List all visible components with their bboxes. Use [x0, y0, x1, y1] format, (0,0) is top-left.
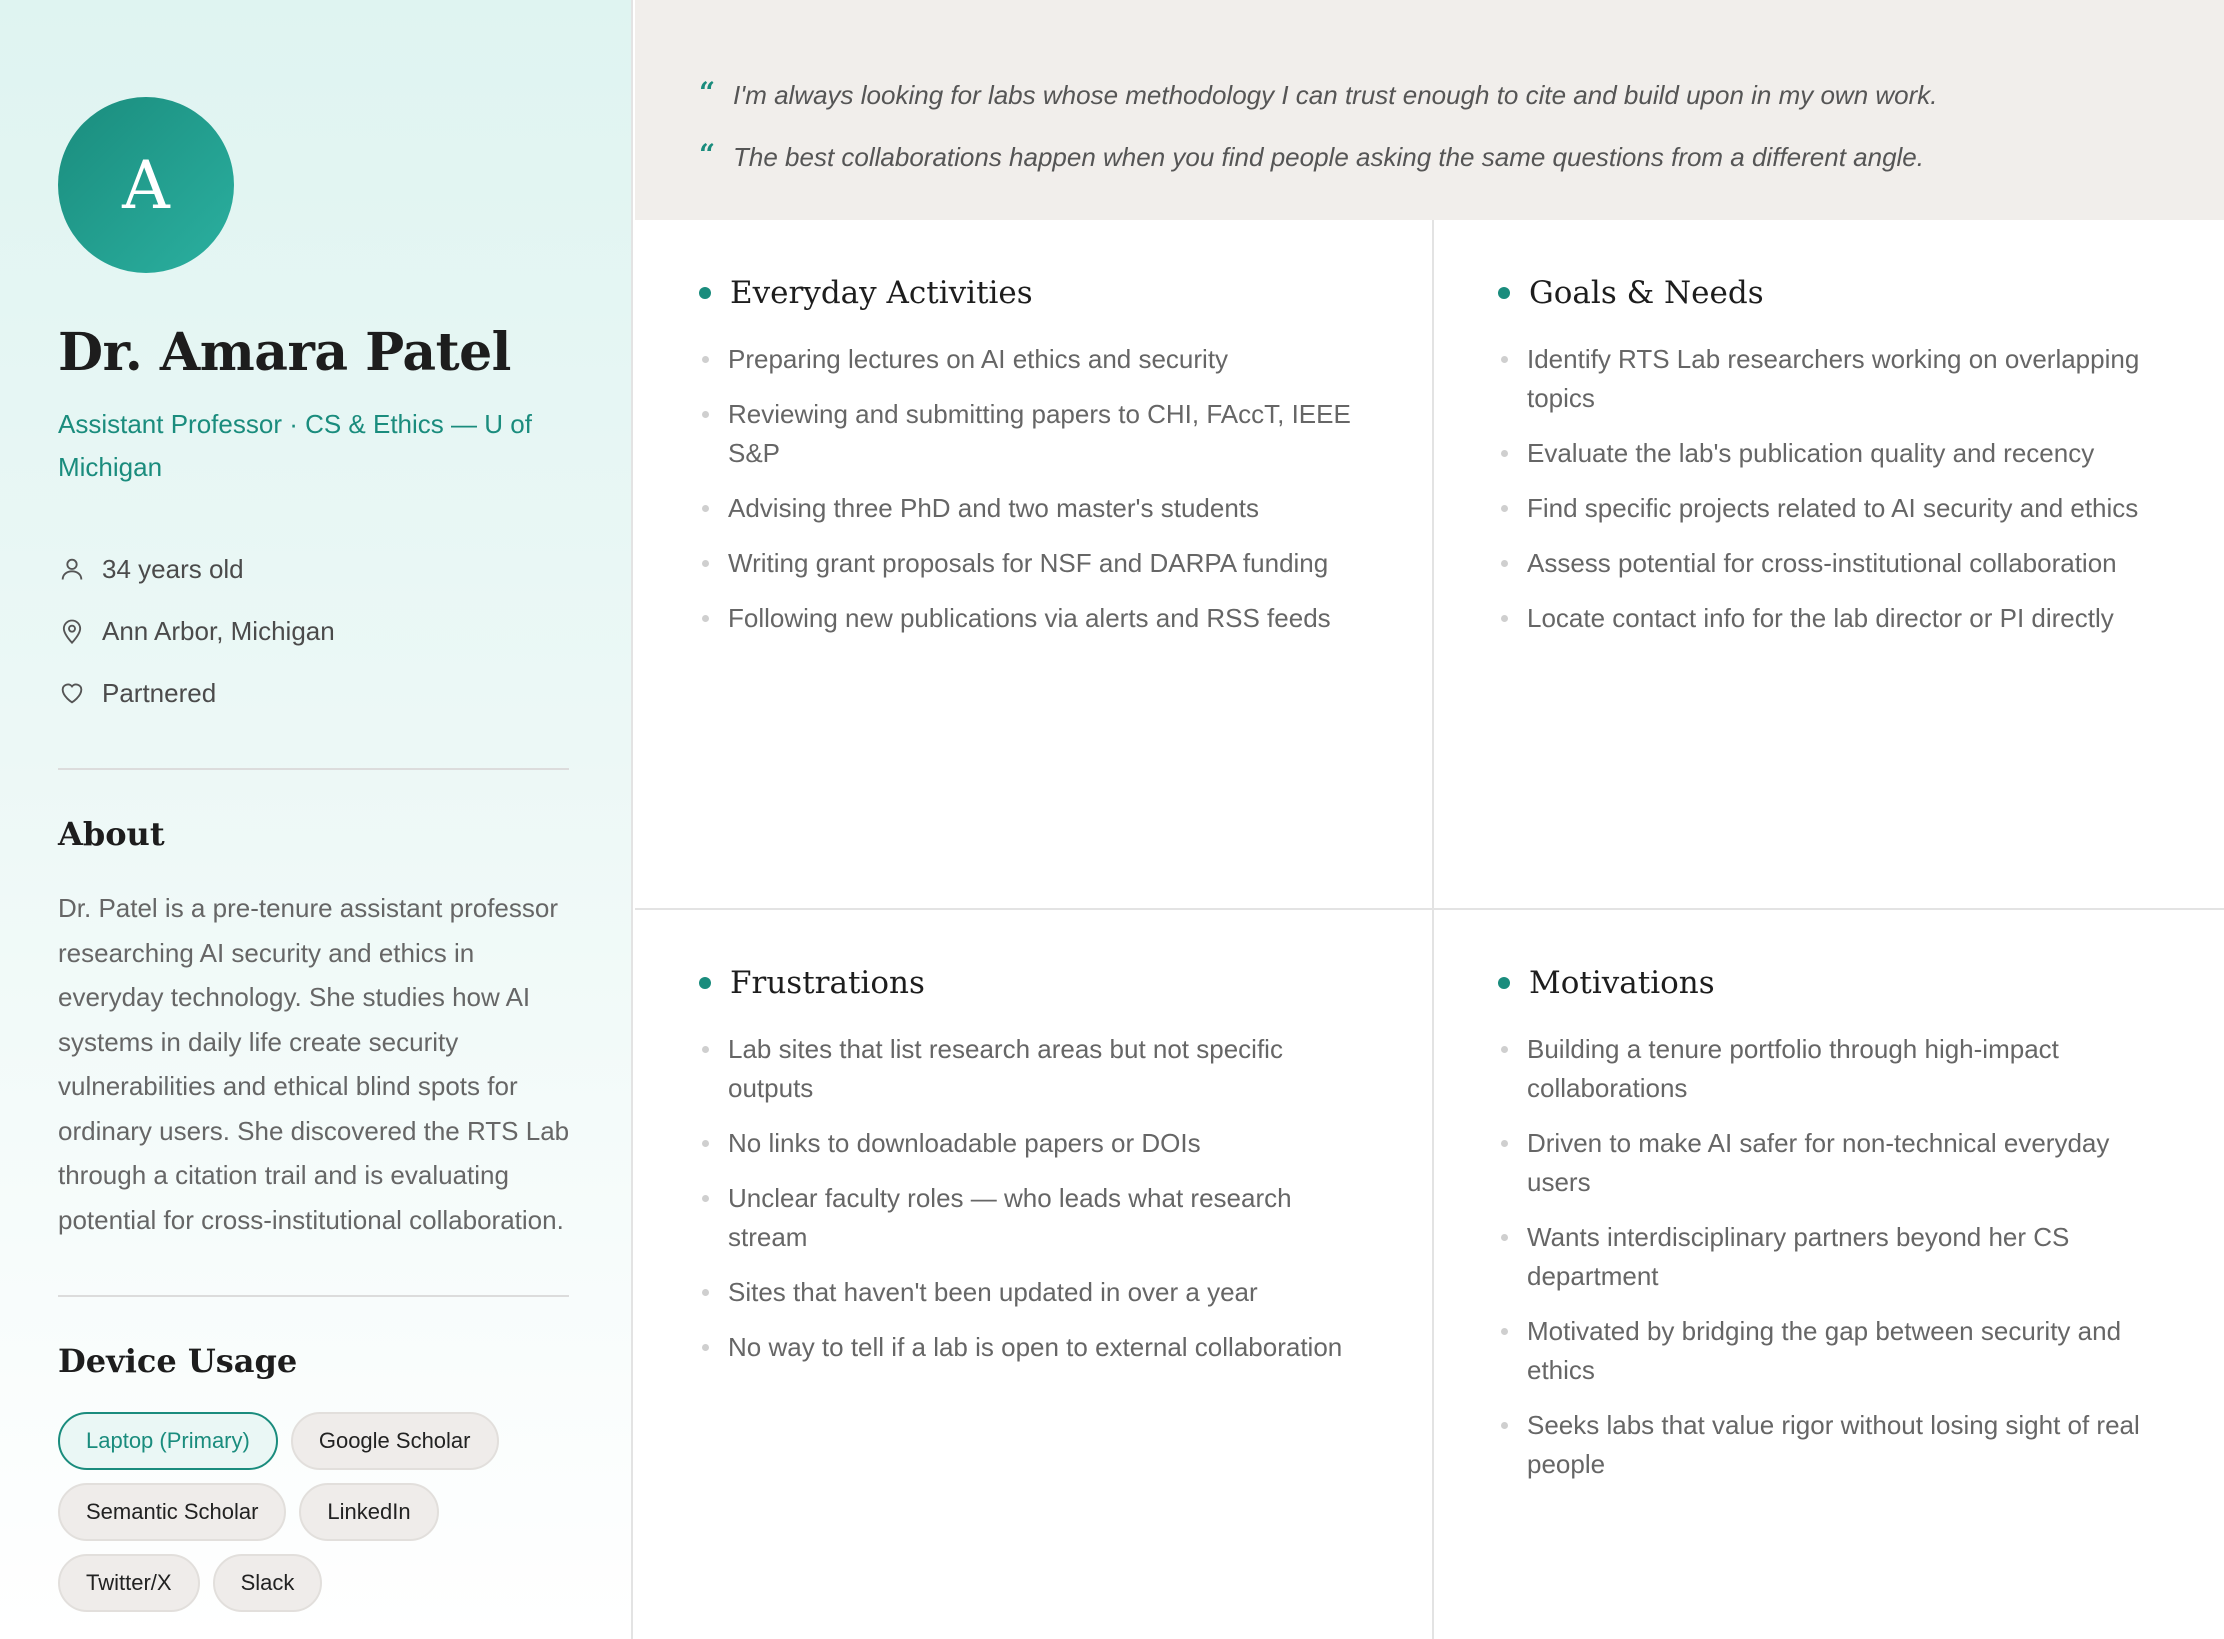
meta-age-text: 34 years old [102, 553, 244, 584]
person-icon [58, 555, 86, 583]
quote-text: I'm always looking for labs whose methodology I can trust enough to cite and build upon in my own work. [733, 79, 1938, 110]
section-title-text: Everyday Activities [730, 275, 1033, 311]
list-item: No way to tell if a lab is open to external collaboration [699, 1328, 1359, 1367]
section-title [1498, 270, 2167, 316]
list-item: Lab sites that list research areas but not specific outputs [699, 1030, 1359, 1108]
list-item: Reviewing and submitting papers to CHI, FAccT, IEEE S&P [699, 395, 1359, 473]
list-item: No links to downloadable papers or DOIs [699, 1124, 1359, 1163]
list-item: Wants interdisciplinary partners beyond her CS department [1498, 1218, 2158, 1296]
device-usage-heading: Device Usage [58, 1342, 298, 1380]
section-list [1498, 1030, 2167, 1484]
list-item: Advising three PhD and two master's students [699, 489, 1359, 528]
persona-role: Assistant Professor · CS & Ethics — U of Michigan [58, 409, 532, 482]
dot-icon [1498, 977, 1510, 989]
meta-relationship-text: Partnered [102, 677, 217, 708]
list-item: Find specific projects related to AI security and ethics [1498, 489, 2158, 528]
about-text: Dr. Patel is a pre-tenure assistant professor researching AI security and ethics in everyday technology. She studies how AI systems in daily life create security vulnerabilities and ethical blind spots for ordinary users. She discovered the RTS Lab through a citation trail and is evaluating potential for cross-institutional collaboration. [58, 893, 570, 1235]
meta-location-text: Ann Arbor, Michigan [102, 615, 335, 646]
quote-mark-icon: “ [699, 75, 716, 109]
avatar [58, 97, 234, 273]
list-item: Writing grant proposals for NSF and DARPA funding [699, 544, 1359, 583]
section-frustrations [635, 910, 1432, 1383]
list-item: Sites that haven't been updated in over a year [699, 1273, 1359, 1312]
list-item: Seeks labs that value rigor without losing sight of real people [1498, 1406, 2158, 1484]
section-title-text: Frustrations [730, 965, 925, 1001]
persona-meta [58, 538, 335, 724]
section-motivations [1434, 910, 2224, 1500]
profile-sidebar [0, 0, 633, 1639]
persona-name: Dr. Amara Patel [58, 322, 511, 383]
meta-age [58, 538, 335, 600]
device-chip-linkedin: LinkedIn [299, 1483, 438, 1541]
device-chip-semantic-scholar: Semantic Scholar [58, 1483, 286, 1541]
device-chip-twitter: Twitter/X [58, 1554, 200, 1612]
dot-icon [699, 977, 711, 989]
section-list [699, 1030, 1368, 1367]
location-pin-icon [58, 617, 86, 645]
device-chip-slack: Slack [213, 1554, 323, 1612]
section-title [1498, 960, 2167, 1006]
device-chip-laptop: Laptop (Primary) [58, 1412, 278, 1470]
section-list [1498, 340, 2167, 638]
divider [58, 768, 569, 770]
heart-icon [58, 679, 86, 707]
divider [58, 1295, 569, 1297]
list-item: Locate contact info for the lab director or PI directly [1498, 599, 2158, 638]
list-item: Following new publications via alerts and RSS feeds [699, 599, 1359, 638]
avatar-initial: A [122, 146, 170, 224]
device-chip-google-scholar: Google Scholar [291, 1412, 499, 1470]
device-chip-list [58, 1412, 578, 1612]
list-item: Building a tenure portfolio through high-impact collaborations [1498, 1030, 2158, 1108]
section-title [699, 270, 1368, 316]
dot-icon [1498, 287, 1510, 299]
list-item: Assess potential for cross-institutional collaboration [1498, 544, 2158, 583]
list-item: Driven to make AI safer for non-technical everyday users [1498, 1124, 2158, 1202]
meta-location [58, 600, 335, 662]
quote-mark-icon: “ [699, 137, 716, 171]
list-item: Motivated by bridging the gap between security and ethics [1498, 1312, 2158, 1390]
list-item: Preparing lectures on AI ethics and security [699, 340, 1359, 379]
dot-icon [699, 287, 711, 299]
quote-item [699, 64, 2224, 126]
section-title-text: Goals & Needs [1529, 275, 1764, 311]
persona-details-grid [635, 220, 2224, 1639]
section-title [699, 960, 1368, 1006]
quotes-banner [635, 0, 2224, 220]
list-item: Evaluate the lab's publication quality and recency [1498, 434, 2158, 473]
quote-item [699, 126, 2224, 188]
quote-text: The best collaborations happen when you find people asking the same questions from a different angle. [733, 141, 1924, 172]
list-item: Unclear faculty roles — who leads what research stream [699, 1179, 1359, 1257]
section-everyday-activities [635, 220, 1432, 654]
section-title-text: Motivations [1529, 965, 1715, 1001]
list-item: Identify RTS Lab researchers working on overlapping topics [1498, 340, 2158, 418]
section-goals-needs [1434, 220, 2224, 654]
section-list [699, 340, 1368, 638]
about-heading: About [58, 815, 165, 853]
meta-relationship [58, 662, 335, 724]
